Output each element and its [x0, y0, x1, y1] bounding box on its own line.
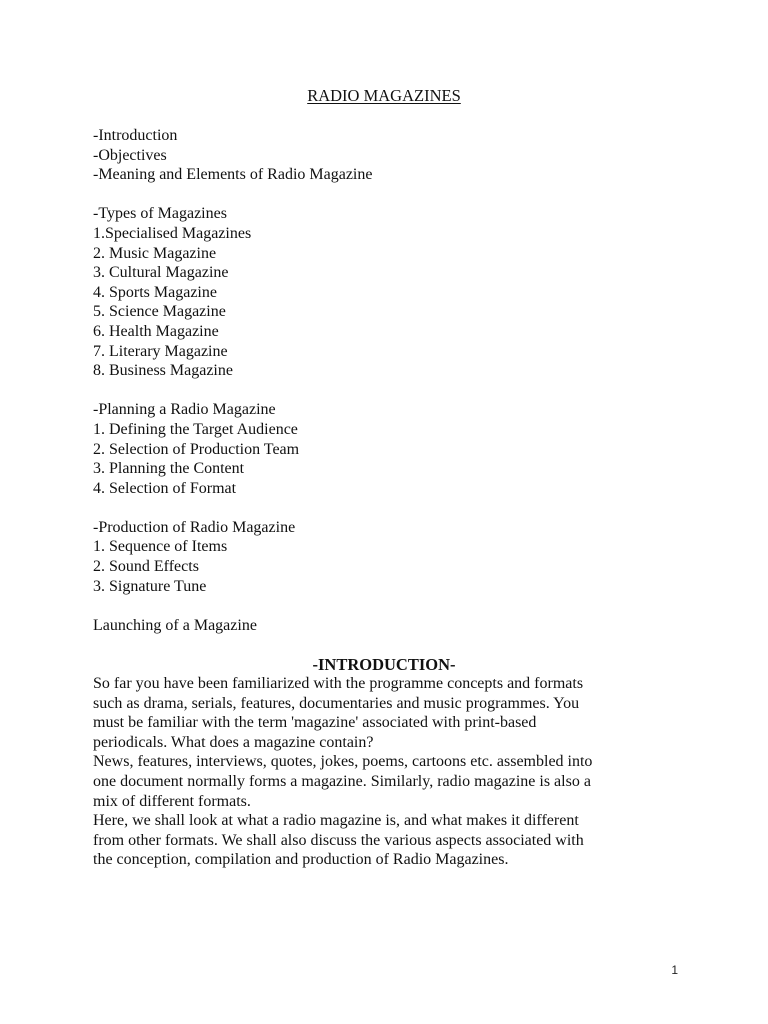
paragraph-line: from other formats. We shall also discuss the various aspects associated with	[93, 831, 584, 849]
introduction-paragraph	[93, 674, 673, 870]
toc-spacer	[93, 498, 693, 518]
paragraph-line: mix of different formats.	[93, 792, 251, 810]
page-number: 1	[671, 963, 678, 977]
paragraph-line: the conception, compilation and production of Radio Magazines.	[93, 851, 509, 869]
toc-item: 3. Signature Tune	[93, 577, 207, 595]
toc-spacer	[93, 381, 693, 401]
toc-spacer	[93, 596, 693, 616]
toc-item: 3. Planning the Content	[93, 460, 245, 478]
toc-item: 1. Defining the Target Audience	[93, 420, 298, 438]
paragraph-line: must be familiar with the term 'magazine' associated with print-based	[93, 714, 537, 732]
toc-item: 3. Cultural Magazine	[93, 264, 229, 282]
toc-item: 6. Health Magazine	[93, 322, 219, 340]
paragraph-line: Here, we shall look at what a radio magazine is, and what makes it different	[93, 812, 579, 830]
paragraph-line: such as drama, serials, features, documentaries and music programmes. You	[93, 694, 580, 712]
toc-item: -Production of Radio Magazine	[93, 518, 296, 536]
document-title: RADIO MAGAZINES	[307, 86, 461, 105]
toc-item: 5. Science Magazine	[93, 303, 226, 321]
toc-item: -Meaning and Elements of Radio Magazine	[93, 166, 373, 184]
toc-item: 1. Sequence of Items	[93, 538, 228, 556]
introduction-heading: -INTRODUCTION-	[312, 655, 456, 674]
paragraph-line: So far you have been familiarized with the programme concepts and formats	[93, 675, 584, 692]
toc-item: 2. Selection of Production Team	[93, 440, 300, 458]
toc-item: Launching of a Magazine	[93, 616, 257, 634]
toc-spacer	[93, 185, 693, 205]
toc-item: -Objectives	[93, 146, 167, 164]
toc-item: 4. Selection of Format	[93, 479, 237, 497]
toc-item: -Introduction	[93, 127, 178, 144]
toc-item: 8. Business Magazine	[93, 362, 233, 380]
toc-item: 2. Music Magazine	[93, 244, 217, 262]
table-of-contents	[93, 126, 693, 635]
toc-item: 4. Sports Magazine	[93, 283, 217, 301]
toc-item: 1.Specialised Magazines	[93, 224, 252, 242]
paragraph-line: one document normally forms a magazine. Similarly, radio magazine is also a	[93, 772, 591, 790]
paragraph-line: News, features, interviews, quotes, jokes, poems, cartoons etc. assembled into	[93, 753, 593, 771]
toc-item: -Planning a Radio Magazine	[93, 401, 276, 419]
toc-item: -Types of Magazines	[93, 205, 227, 223]
toc-item: 2. Sound Effects	[93, 558, 199, 576]
toc-item: 7. Literary Magazine	[93, 342, 228, 360]
paragraph-line: periodicals. What does a magazine contain?	[93, 733, 374, 751]
